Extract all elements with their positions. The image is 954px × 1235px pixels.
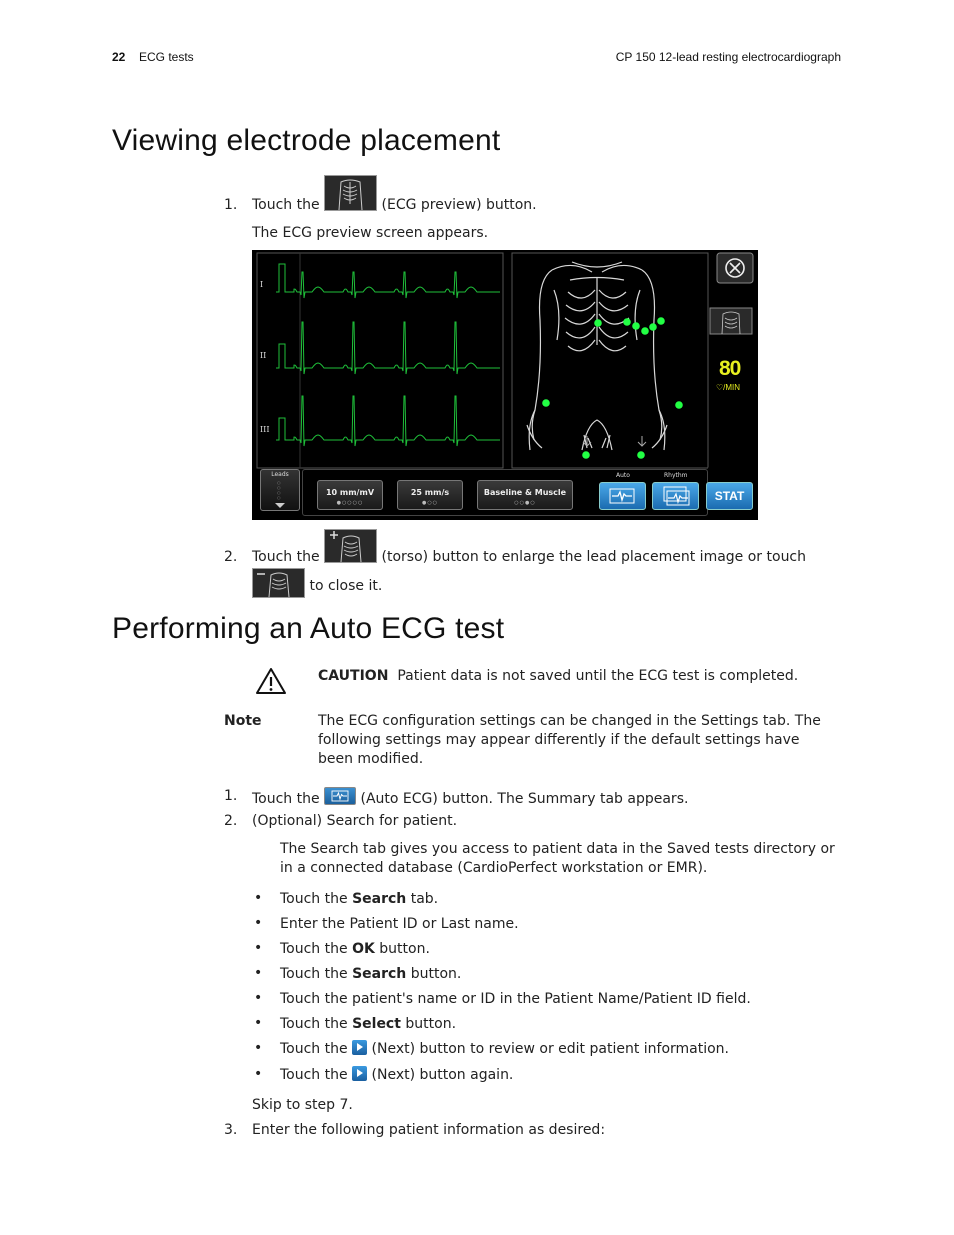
heart-icon: ♡ (716, 383, 724, 392)
step-text: Touch the (252, 549, 320, 565)
bullet-dot: • (254, 940, 263, 956)
bullet-dot: • (254, 890, 263, 906)
list-item-text: Touch the patient's name or ID in the Patient Name/Patient ID field. (280, 991, 751, 1007)
section-title-auto-ecg: Performing an Auto ECG test (112, 612, 505, 645)
leads-label: Leads (271, 471, 289, 478)
leads-dots: ○ ○ ○ ○ (277, 480, 281, 500)
filter-label: Baseline & Muscle (483, 488, 567, 497)
heart-rate-unit: ♡/MIN (716, 383, 741, 392)
step-number: 2. (224, 549, 238, 565)
step-text: (Optional) Search for patient. (252, 813, 458, 829)
bullet-dot: • (254, 1066, 263, 1082)
list-item (280, 940, 430, 959)
list-item-text: button. (374, 941, 430, 957)
next-icon (352, 1040, 367, 1055)
list-item-text: Touch the (280, 1041, 353, 1057)
list-item-text: Touch the (280, 1067, 353, 1083)
auto-step-2 (224, 812, 844, 831)
list-item-text: button. (400, 1016, 457, 1032)
torso-enlarge-icon (324, 529, 377, 563)
section-name: ECG tests (139, 50, 194, 64)
chevron-down-icon (275, 503, 285, 508)
step-text: to close it. (309, 578, 383, 594)
ecg-preview-screen (252, 250, 758, 520)
step-2-line2 (252, 568, 382, 598)
warning-icon (255, 667, 287, 699)
lead-label-II: II (260, 351, 267, 360)
list-item (280, 915, 519, 934)
auto-step-1 (224, 787, 844, 806)
bullet-dot: • (254, 990, 263, 1006)
leads-selector[interactable] (260, 469, 300, 511)
step-2-torso (224, 548, 844, 567)
list-item-text: (Next) button to review or edit patient information. (367, 1041, 730, 1057)
rhythm-ecg-button[interactable] (652, 482, 699, 510)
bullet-dot: • (254, 1040, 263, 1056)
list-item-bold: OK (352, 941, 375, 957)
gain-button[interactable] (317, 480, 383, 510)
caution-label: CAUTION (318, 668, 389, 684)
gain-dots: ●○○○○ (336, 500, 364, 506)
list-item-text: Enter the Patient ID or Last name. (280, 916, 519, 932)
list-item-bold: Select (352, 1016, 401, 1032)
list-item (280, 890, 438, 909)
step-1-result: The ECG preview screen appears. (252, 225, 489, 241)
step-text: Touch the (252, 197, 320, 213)
speed-dots: ●○○ (421, 500, 439, 506)
heart-rate-value: 80 (719, 357, 741, 380)
stat-button[interactable]: STAT (706, 482, 753, 510)
list-item-text: Touch the (280, 1016, 353, 1032)
list-item-text: Touch the (280, 891, 353, 907)
caution-text: Patient data is not saved until the ECG test is completed. (397, 668, 799, 684)
speed-button[interactable] (397, 480, 463, 510)
auto-step-3 (224, 1121, 844, 1140)
step-number: 1. (224, 197, 238, 213)
gain-label: 10 mm/mV (325, 488, 375, 497)
step-1-preview (224, 196, 844, 215)
list-item-text: (Next) button again. (367, 1067, 514, 1083)
list-item-bold: Search (352, 966, 407, 982)
product-name: CP 150 12-lead resting electrocardiograph (615, 50, 841, 64)
step-text: (torso) button to enlarge the lead placement image or touch (381, 549, 807, 565)
next-icon (352, 1066, 367, 1081)
list-item (280, 1040, 729, 1059)
note-label: Note (224, 713, 262, 729)
list-item-bold: Search (352, 891, 407, 907)
rhythm-label: Rhythm (664, 472, 688, 479)
list-item (280, 990, 751, 1009)
step-number: 1. (224, 788, 238, 804)
step-text: Touch the (252, 791, 320, 807)
step-number: 2. (224, 813, 238, 829)
bullet-dot: • (254, 915, 263, 931)
skip-note: Skip to step 7. (252, 1097, 353, 1113)
auto-label: Auto (616, 472, 630, 479)
page-number: 22 (112, 50, 126, 64)
list-item (280, 1015, 456, 1034)
speed-label: 25 mm/s (410, 488, 450, 497)
list-item-text: Touch the (280, 941, 353, 957)
list-item-text: button. (406, 966, 462, 982)
auto-ecg-icon (324, 787, 356, 805)
list-item (280, 965, 461, 984)
filter-dots: ○○●○ (514, 500, 536, 506)
torso-close-icon (252, 568, 305, 598)
list-item-text: Touch the (280, 966, 353, 982)
auto-ecg-button[interactable] (599, 482, 646, 510)
search-description: The Search tab gives you access to patient data in the Saved tests directory or in a connected database (CardioPerfect workstation or EMR). (280, 841, 835, 876)
step-text: (ECG preview) button. (381, 197, 537, 213)
lead-label-I: I (260, 280, 264, 289)
bullet-dot: • (254, 965, 263, 981)
step-text: Enter the following patient information as desired: (252, 1122, 606, 1138)
caution-message (318, 667, 798, 686)
filter-button[interactable] (477, 480, 573, 510)
list-item-text: tab. (406, 891, 439, 907)
lead-label-III: III (260, 425, 270, 434)
ecg-preview-icon (324, 175, 377, 211)
step-number: 3. (224, 1122, 238, 1138)
note-text: The ECG configuration settings can be changed in the Settings tab. The following settings may appear differently if the default settings have been modified. (318, 713, 821, 767)
bullet-dot: • (254, 1015, 263, 1031)
step-text: (Auto ECG) button. The Summary tab appears. (360, 791, 689, 807)
section-title-electrode: Viewing electrode placement (112, 124, 501, 157)
list-item (280, 1066, 513, 1085)
